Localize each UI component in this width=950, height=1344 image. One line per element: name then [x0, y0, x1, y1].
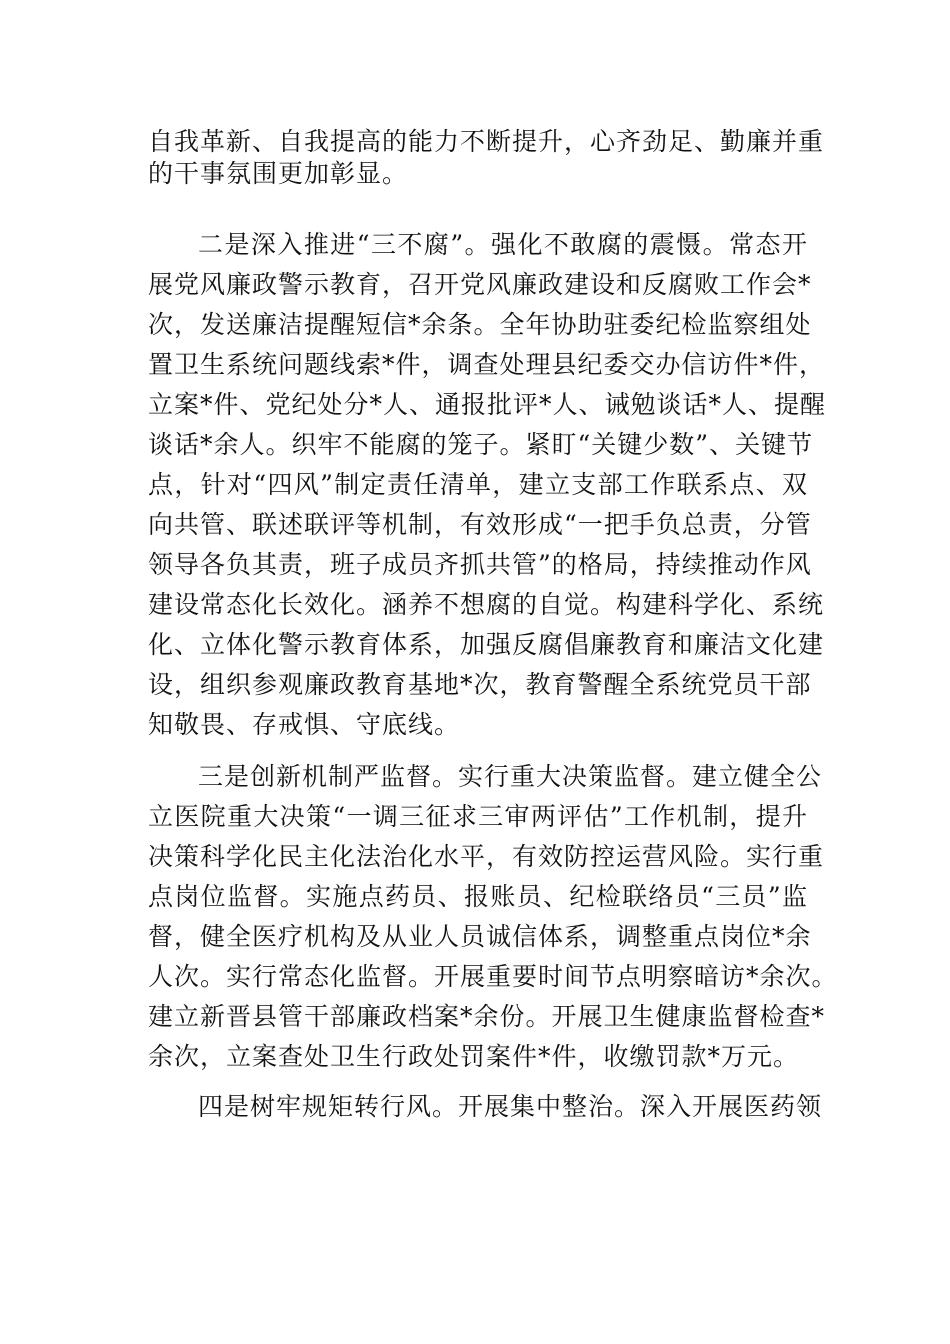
text-line: 点，针对“四风”制定责任清单，建立支部工作联系点、双 [148, 470, 808, 499]
text-line: 置卫生系统问题线索*件，调查处理县纪委交办信访件*件， [148, 350, 826, 379]
text-line: 次，发送廉洁提醒短信*余条。全年协助驻委纪检监察组处 [148, 310, 812, 339]
text-line: 建设常态化长效化。涵养不想腐的自觉。构建科学化、系统 [148, 590, 825, 619]
text-line: 点岗位监督。实施点药员、报账员、纪检联络员“三员”监 [148, 882, 808, 911]
text-line: 领导各负其责，班子成员齐抓共管”的格局，持续推动作风 [148, 550, 812, 579]
text-line: 展党风廉政警示教育，召开党风廉政建设和反腐败工作会* [148, 270, 812, 299]
text-line: 向共管、联述联评等机制，有效形成“一把手负总责，分管 [148, 510, 812, 539]
text-line: 余次，立案查处卫生行政处罚案件*件，收缴罚款*万元。 [148, 1042, 800, 1071]
text-line: 的干事氛围更加彰显。 [148, 159, 409, 188]
text-line: 自我革新、自我提高的能力不断提升，心齐劲足、勤廉并重 [148, 127, 825, 156]
paragraph-start-line: 四是树牢规矩转行风。开展集中整治。深入开展医药领 [198, 1092, 823, 1121]
text-line: 建立新晋县管干部廉政档案*余份。开展卫生健康监督检查* [148, 1002, 826, 1031]
text-line: 立案*件、党纪处分*人、通报批评*人、诫勉谈话*人、提醒 [148, 390, 827, 419]
text-line: 人次。实行常态化监督。开展重要时间节点明察暗访*余次。 [148, 962, 838, 991]
text-line: 设，组织参观廉政教育基地*次，教育警醒全系统党员干部 [148, 670, 812, 699]
text-line: 化、立体化警示教育体系，加强反腐倡廉教育和廉洁文化建 [148, 630, 825, 659]
text-line: 决策科学化民主化法治化水平，有效防控运营风险。实行重 [148, 842, 825, 871]
text-line: 督，健全医疗机构及从业人员诚信体系，调整重点岗位*余 [148, 922, 812, 951]
text-line: 知敬畏、存戒惧、守底线。 [148, 710, 461, 739]
text-line: 谈话*余人。织牢不能腐的笼子。紧盯“关键少数”、关键节 [148, 430, 814, 459]
paragraph-start-line: 二是深入推进“三不腐”。强化不敢腐的震慑。常态开 [198, 230, 808, 259]
text-line: 立医院重大决策“一调三征求三审两评估”工作机制，提升 [148, 802, 808, 831]
paragraph-start-line: 三是创新机制严监督。实行重大决策监督。建立健全公 [198, 762, 823, 791]
